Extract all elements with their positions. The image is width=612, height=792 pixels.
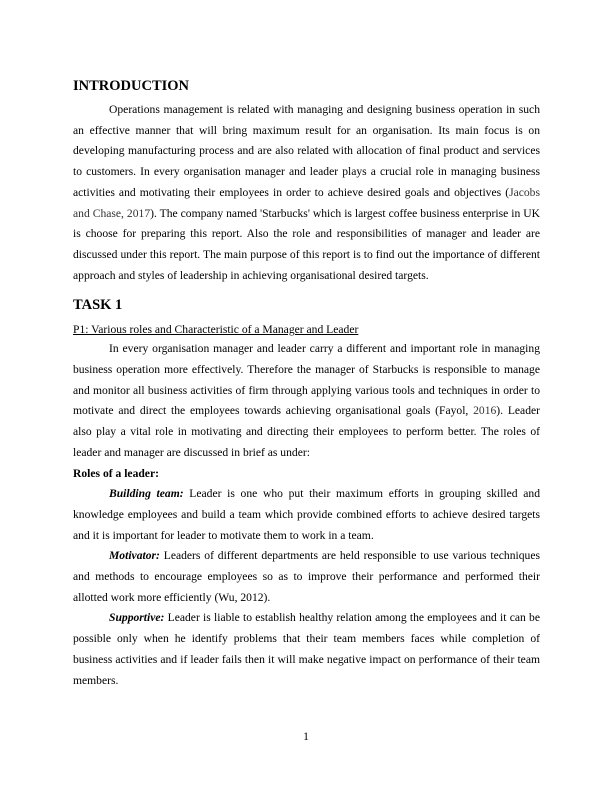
page-content	[73, 76, 540, 691]
roles-heading: Roles of a leader:	[73, 466, 159, 480]
role-building-team	[73, 484, 540, 546]
task1-heading: TASK 1	[73, 297, 123, 314]
introduction-heading: INTRODUCTION	[73, 78, 190, 94]
role-term: Motivator:	[109, 549, 160, 563]
page-number: 1	[303, 730, 309, 743]
task1-paragraph	[73, 339, 540, 463]
role-term: Supportive:	[109, 611, 165, 625]
task1-subheading: P1: Various roles and Characteristic of a Manager and Leader	[73, 323, 359, 337]
task1-citation-year: 2016	[473, 404, 497, 418]
introduction-citation: Jacobs and Chase, 2017	[73, 185, 540, 220]
introduction-text-a: Operations management is related with managing and designing business operation in such an effective manner that will bring maximum result for an organisation. Its main focus is on developing manufacturing process and are also related with allocation of final product and services to customers. In every organisation manager and leader plays a crucial role in managing business activities and motivating their employees in order to achieve desired goals and objectives (	[73, 103, 540, 199]
role-text: Leader is one who put their maximum efforts in grouping skilled and knowledge employees and build a team which provide combined efforts to achieve desired targets and it is important for leader to motivate them to work in a team.	[73, 487, 540, 542]
role-supportive	[73, 608, 540, 691]
introduction-text-b: ). The company named 'Starbucks' which is largest coffee business enterprise in UK is choose for preparing this report. Also the role and responsibilities of manager and leader are discussed under this report. The main purpose of this report is to find out the importance of different approach and styles of leadership in achieving organisational desired targets.	[73, 206, 540, 282]
task1-text-b: ). Leader also play a vital role in motivating and directing their employees to perform better. The roles of leader and manager are discussed in brief as under:	[73, 404, 540, 459]
introduction-paragraph	[73, 100, 540, 286]
role-text: Leaders of different departments are held responsible to use various techniques and methods to encourage employees so as to improve their performance and performed their allotted work more efficiently (Wu, 2012).	[73, 549, 540, 604]
task1-text-a: In every organisation manager and leader carry a different and important role in managing business operation more effectively. Therefore the manager of Starbucks is responsible to manage and monitor all business activities of firm through applying various tools and techniques in order to motivate and direct the employees towards achieving organisational goals (Fayol,	[73, 342, 540, 418]
role-term: Building team:	[109, 487, 184, 501]
role-motivator	[73, 546, 540, 608]
role-text: Leader is liable to establish healthy relation among the employees and it can be possible only when he identify problems that their team members faces while completion of business activities and if leader fails then it will make negative impact on performance of their team members.	[73, 611, 540, 687]
